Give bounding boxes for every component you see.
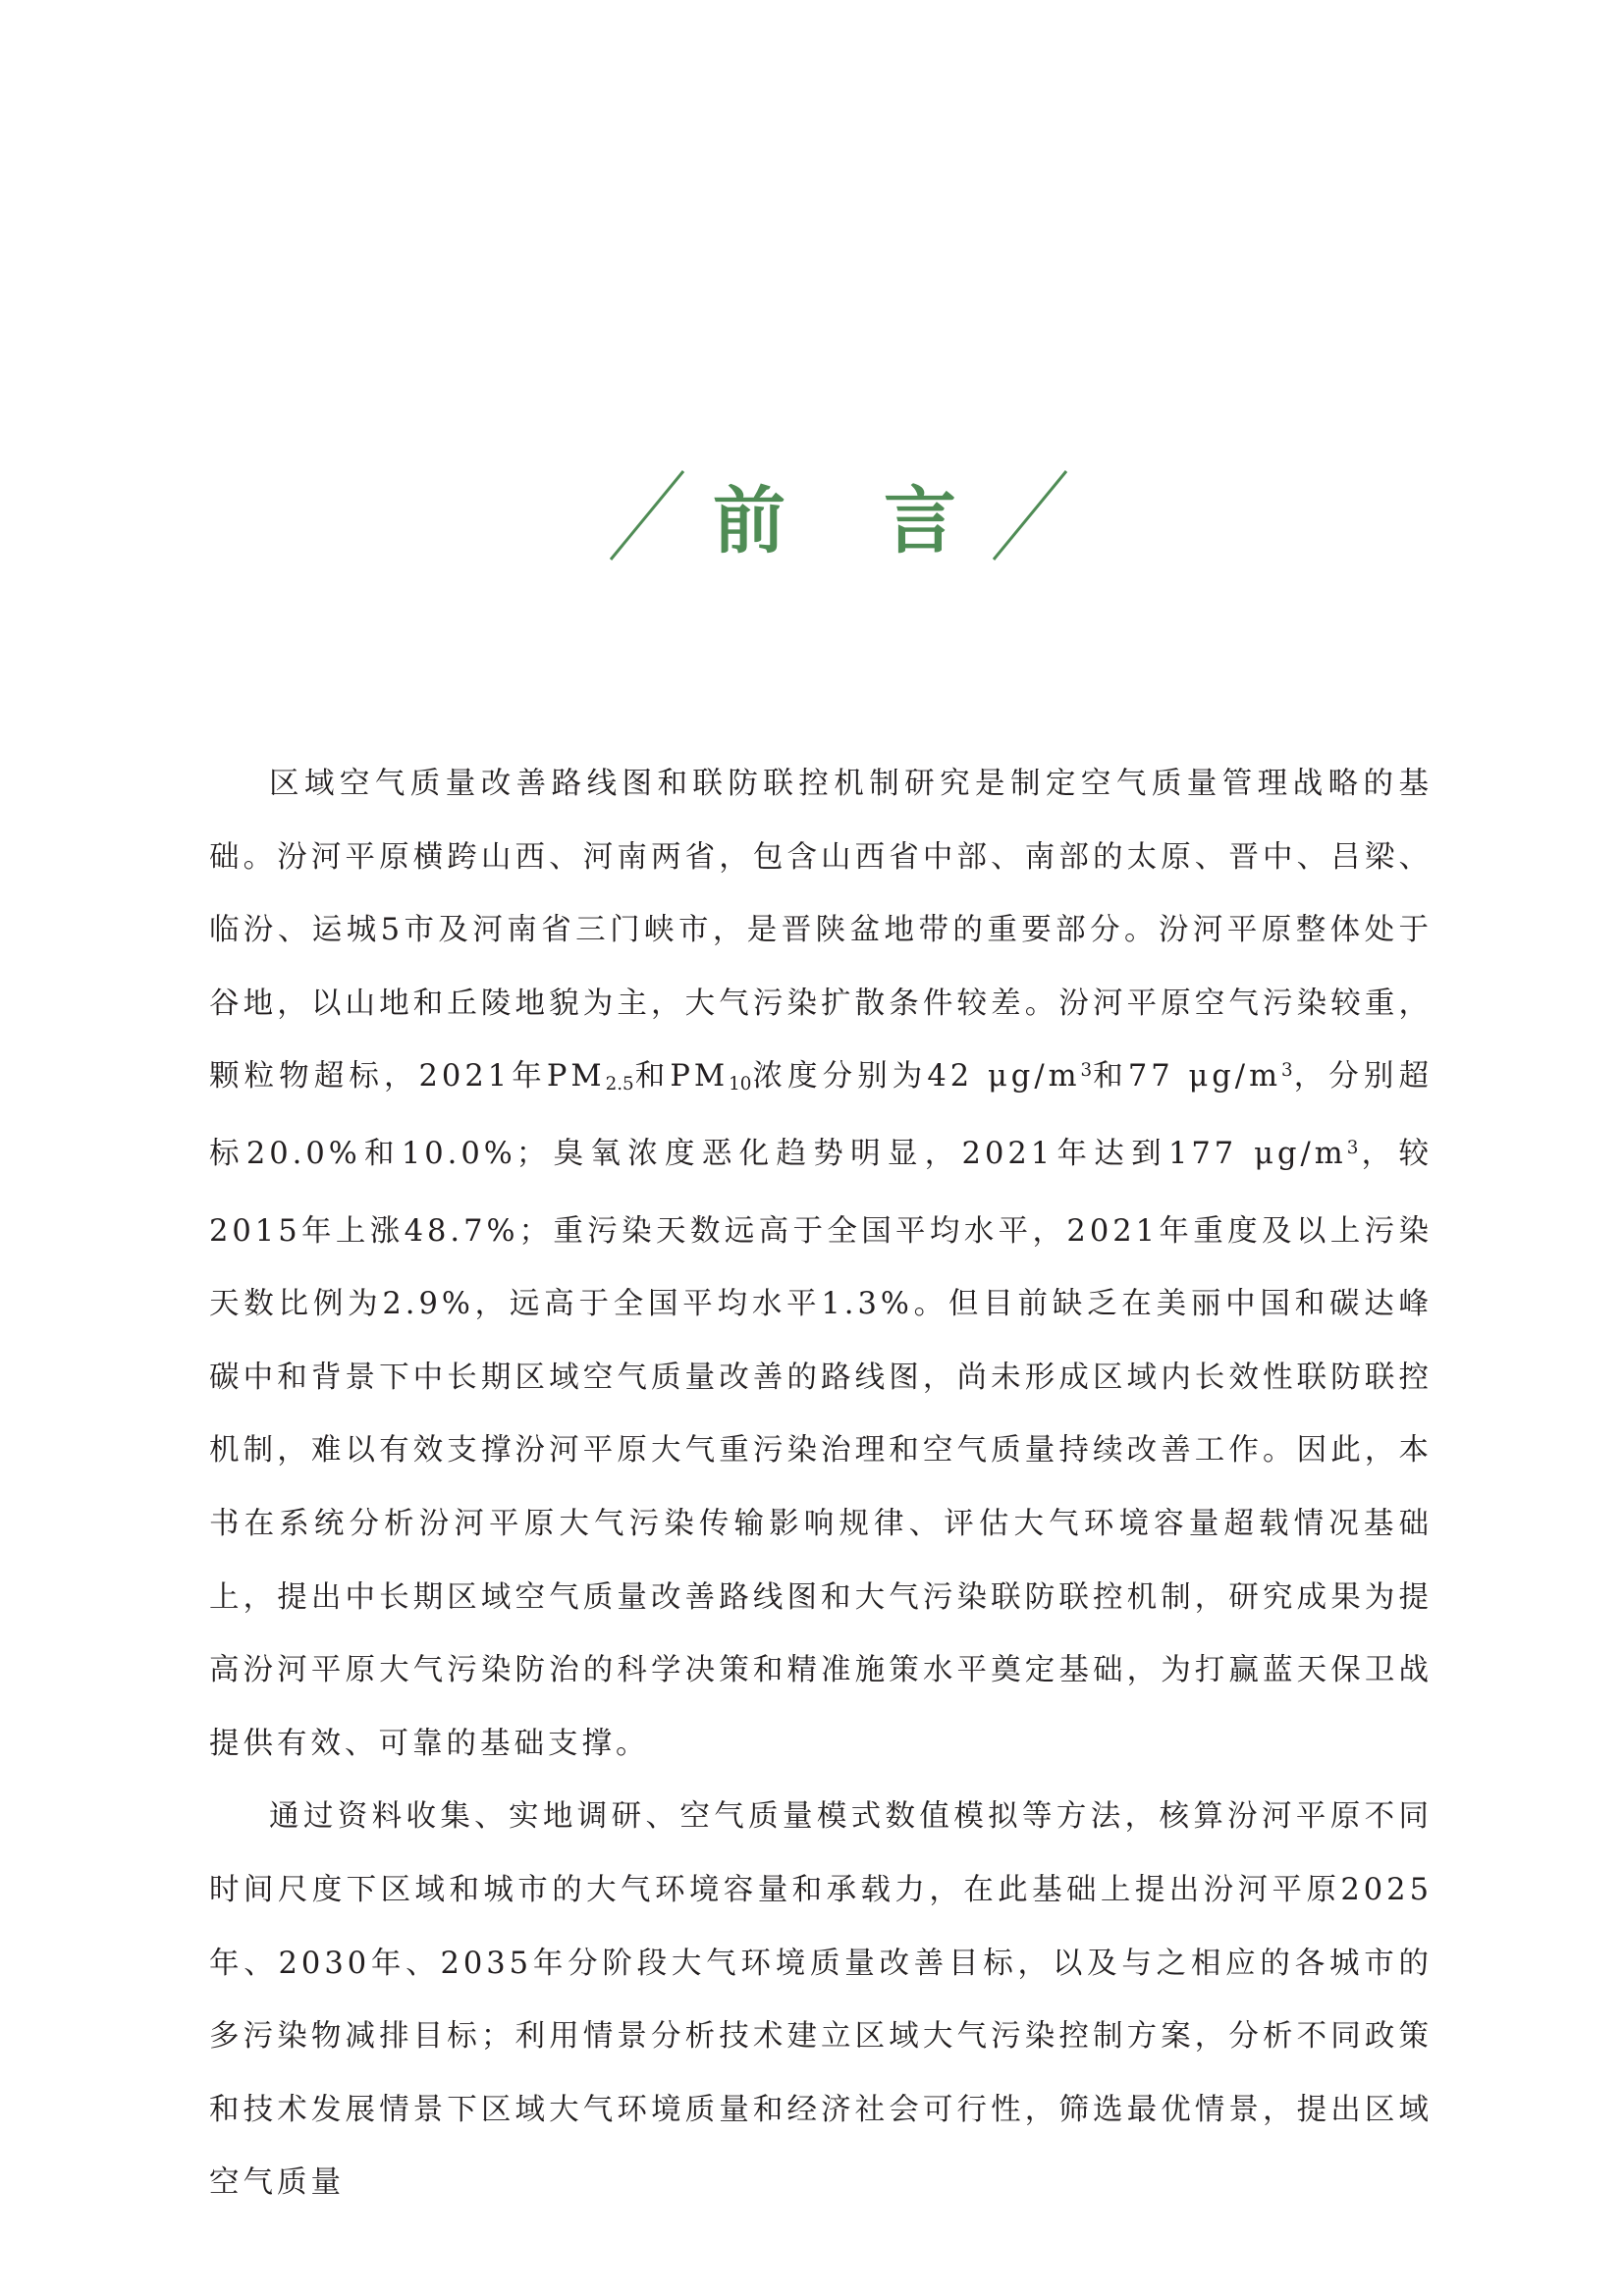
p1-text-2: 和PM (633, 1059, 730, 1095)
unit-superscript-2: 3 (1280, 1060, 1293, 1082)
title-char-1: 前 (713, 479, 785, 563)
preface-body (209, 748, 1433, 2220)
unit-superscript-3: 3 (1346, 1137, 1359, 1158)
slash-right-icon (972, 461, 1080, 569)
p1-text-3: 浓度分别为42 μg/m (751, 1059, 1081, 1095)
unit-superscript-1: 3 (1080, 1060, 1093, 1082)
paragraph-1 (209, 748, 1433, 1781)
paragraph-2: 通过资料收集、实地调研、空气质量模式数值模拟等方法，核算汾河平原不同时间尺度下区域和城市的大气环境容量和承载力，在此基础上提出汾河平原2025年、2030年、2035年分阶段大气环境质量改善目标，以及与之相应的各城市的多污染物减排目标；利用情景分析技术建立区域大气污染控制方案，分析不同政策和技术发展情景下区域大气环境质量和经济社会可行性，筛选最优情景，提出区域空气质量 (209, 1799, 1433, 2201)
pm25-subscript: 2.5 (605, 1074, 634, 1095)
p1-text-5: ，分别超标20.0%和10.0%；臭氧浓度恶化趋势明显，2021年达到177 μg/m (209, 1059, 1433, 1171)
p1-text-6: ，较2015年上涨48.7%；重污染天数远高于全国平均水平，2021年重度及以上污染天数比例为2.9%，远高于全国平均水平1.3%。但目前缺乏在美丽中国和碳达峰碳中和背景下中长期区域空气质量改善的路线图，尚未形成区域内长效性联防联控机制，难以有效支撑汾河平原大气重污染治理和空气质量持续改善工作。因此，本书在系统分析汾河平原大气污染传输影响规律、评估大气环境容量超载情况基础上，提出中长期区域空气质量改善路线图和大气污染联防联控机制，研究成果为提高汾河平原大气污染防治的科学决策和精准施策水平奠定基础，为打赢蓝天保卫战提供有效、可靠的基础支撑。 (209, 1136, 1433, 1761)
pm10-subscript: 10 (729, 1074, 752, 1095)
slash-left-icon (589, 461, 697, 569)
p1-text-4: 和77 μg/m (1092, 1059, 1281, 1095)
preface-heading (589, 461, 1041, 569)
page-title (697, 461, 972, 569)
p1-text-1: 区域空气质量改善路线图和联防联控机制研究是制定空气质量管理战略的基础。汾河平原横跨山西、河南两省，包含山西省中部、南部的太原、晋中、吕梁、临汾、运城5市及河南省三门峡市，是晋陕盆地带的重要部分。汾河平原整体处于谷地，以山地和丘陵地貌为主，大气污染扩散条件较差。汾河平原空气污染较重，颗粒物超标，2021年PM (209, 767, 1433, 1095)
title-char-2: 言 (884, 479, 956, 563)
